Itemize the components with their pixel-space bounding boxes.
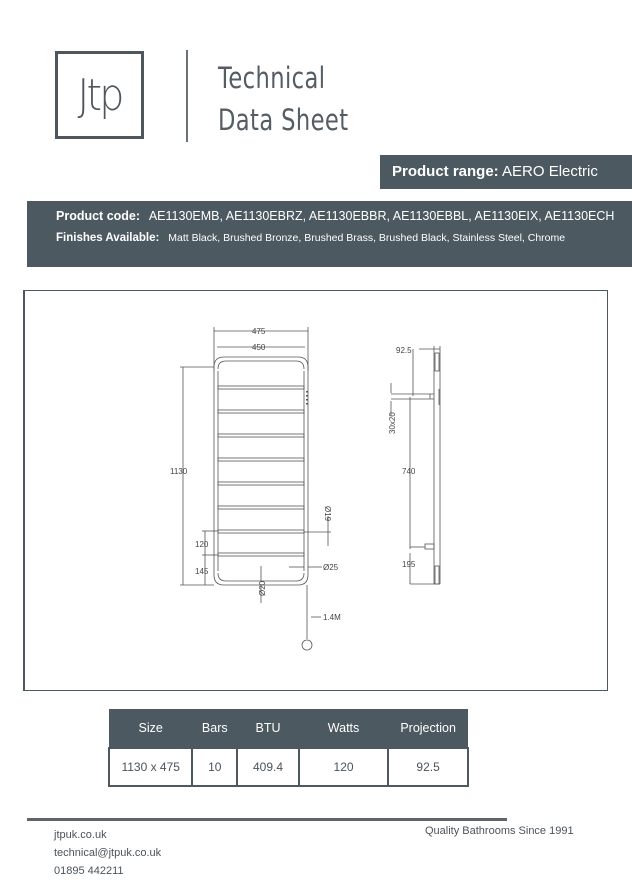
product-code-label: Product code: xyxy=(56,209,141,223)
page-title xyxy=(218,57,349,141)
technical-drawing xyxy=(23,290,608,691)
cell-bars: 10 xyxy=(192,748,237,786)
dim-height: 1130 xyxy=(170,467,188,476)
header-divider xyxy=(186,50,188,142)
finishes-row xyxy=(56,232,565,244)
product-codes: AE1130EMB, AE1130EBRZ, AE1130EBBR, AE1130EBBL, AE1130EIX, AE1130ECH xyxy=(148,209,615,223)
side-view xyxy=(388,346,440,584)
spec-table-header xyxy=(109,709,468,748)
dim-bottom-diameter: Ø20 xyxy=(258,580,267,596)
website-link[interactable]: jtpuk.co.uk xyxy=(54,829,107,841)
header-watts: Watts xyxy=(299,709,388,748)
dim-bar-pitch: 120 xyxy=(195,540,209,549)
front-view xyxy=(170,327,341,650)
cell-watts: 120 xyxy=(299,748,388,786)
cell-btu: 409.4 xyxy=(237,748,299,786)
dim-bottom-bracket: 195 xyxy=(402,560,416,569)
dim-projection: 92.5 xyxy=(396,346,412,355)
product-range-bar xyxy=(380,155,632,189)
cell-projection: 92.5 xyxy=(388,748,468,786)
finishes-list: Matt Black, Brushed Bronze, Brushed Brass, Brushed Black, Stainless Steel, Chrome xyxy=(168,232,566,244)
logo-text: Jtp xyxy=(77,69,122,121)
spec-table xyxy=(108,709,469,787)
product-range-label: Product range: xyxy=(392,163,499,180)
dim-bottom-offset: 145 xyxy=(195,567,209,576)
footer-divider xyxy=(27,818,507,821)
title-line-1: Technical xyxy=(218,61,326,95)
dim-bar-diameter: Ø19 xyxy=(323,506,332,522)
dim-inner-width: 450 xyxy=(252,343,266,352)
header-size: Size xyxy=(109,709,192,748)
product-range-value: AERO Electric xyxy=(502,163,598,180)
header-bars: Bars xyxy=(192,709,237,748)
cell-size: 1130 x 475 xyxy=(109,748,192,786)
product-info-bar xyxy=(27,201,632,267)
footer-tagline: Quality Bathrooms Since 1991 xyxy=(425,825,574,837)
table-row xyxy=(109,748,468,786)
dim-overall-width: 475 xyxy=(252,327,266,336)
phone-number: 01895 442211 xyxy=(54,865,124,877)
title-line-2: Data Sheet xyxy=(218,103,349,137)
finishes-label: Finishes Available: xyxy=(56,232,160,244)
dim-bracket-size: 30x20 xyxy=(388,412,397,434)
dim-cable-length: 1.4M xyxy=(323,613,341,622)
dim-bracket-spacing: 740 xyxy=(402,467,416,476)
header-projection: Projection xyxy=(388,709,468,748)
jtp-logo xyxy=(55,51,144,139)
email-link[interactable]: technical@jtpuk.co.uk xyxy=(54,847,162,859)
footer-contact xyxy=(54,826,161,880)
product-code-row xyxy=(56,209,614,223)
header-btu: BTU xyxy=(237,709,299,748)
dim-rail-diameter: Ø25 xyxy=(323,563,339,572)
